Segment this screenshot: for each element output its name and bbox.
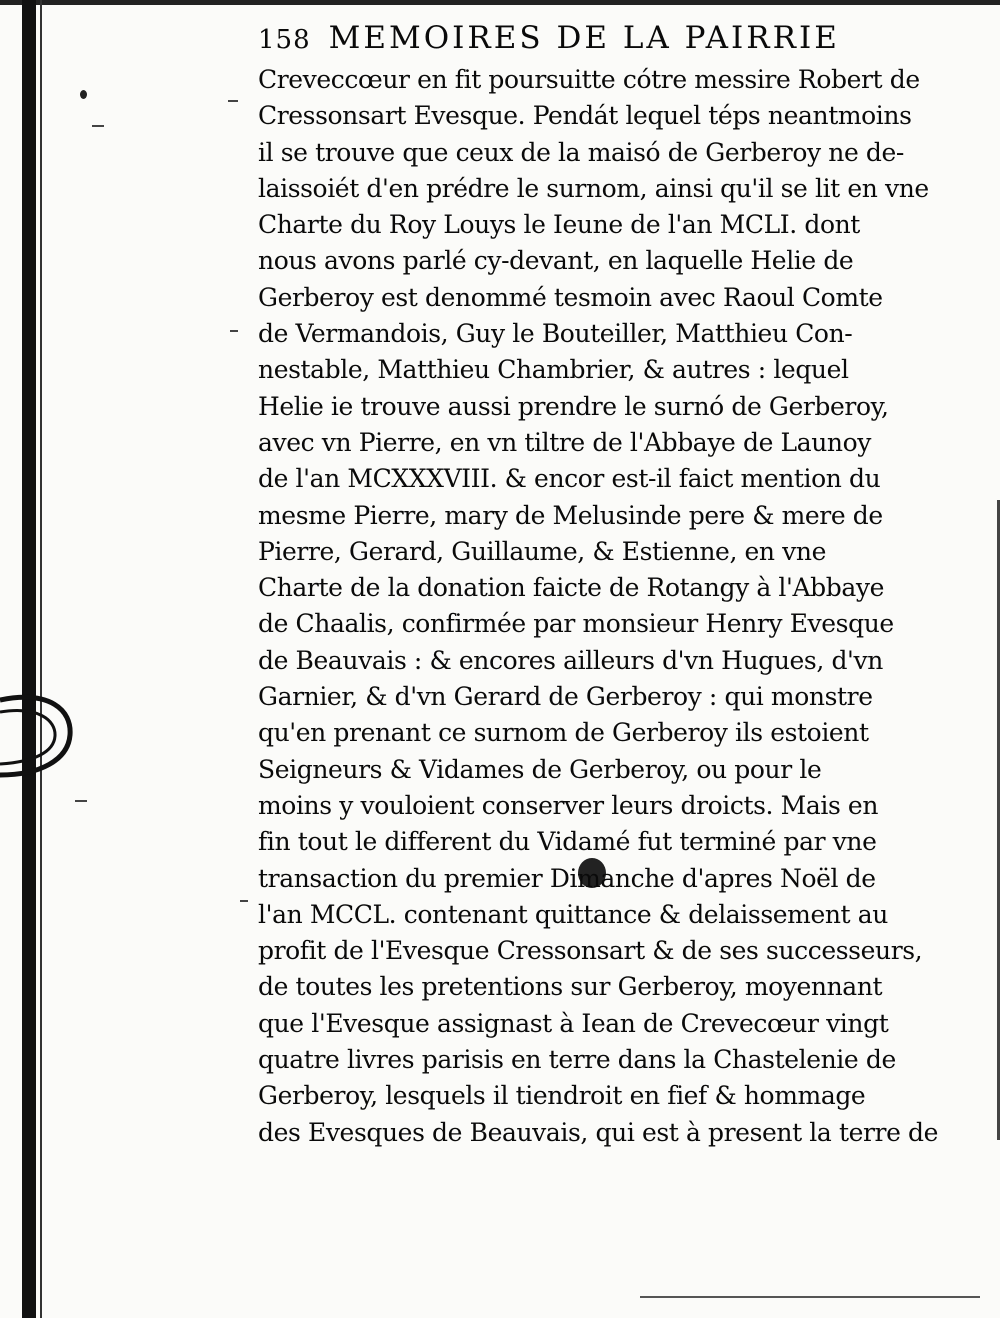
text-line: de Vermandois, Guy le Bouteiller, Matthieu Con- [258,319,853,349]
margin-mark [92,125,104,127]
margin-mark [240,900,248,902]
margin-mark [228,100,238,102]
text-line: mesme Pierre, mary de Melusinde pere & mere de [258,500,883,530]
text-line: que l'Evesque assignast à Iean de Crevecœur vingt [258,1008,889,1038]
text-line: quatre livres parisis en terre dans la Chastelenie de [258,1045,896,1075]
text-line: Pierre, Gerard, Guillaume, & Estienne, en vne [258,536,826,566]
text-line: Helie ie trouve aussi prendre le surnó de Gerberoy, [258,391,889,421]
text-line: de toutes les pretentions sur Gerberoy, moyennant [258,972,883,1002]
ink-speck [80,90,87,99]
text-line: de l'an MCXXXVIII. & encor est-il faict mention du [258,464,881,494]
margin-mark [75,800,87,802]
text-line: profit de l'Evesque Cressonsart & de ses successeurs, [258,936,923,966]
text-block [258,14,948,1151]
text-line: Garnier, & d'vn Gerard de Gerberoy : qui monstre [258,682,873,712]
text-line: Charte du Roy Louys le Ieune de l'an MCLI. dont [258,210,860,240]
running-title: MEMOIRES DE LA PAIRRIE [328,20,840,56]
text-line: des Evesques de Beauvais, qui est à present la terre de [258,1117,939,1147]
body-text [258,62,948,1151]
text-line: nestable, Matthieu Chambrier, & autres : lequel [258,355,849,385]
text-line: Creveccœur en fit poursuitte cótre messire Robert de [258,65,920,94]
page-header [258,14,948,62]
text-line: de Chaalis, confirmée par monsieur Henry Evesque [258,609,894,639]
text-line: Seigneurs & Vidames de Gerberoy, ou pour le [258,754,822,784]
text-line: transaction du premier Dimanche d'apres Noël de [258,863,876,893]
bottom-smudge [640,1296,980,1298]
text-line: nous avons parlé cy-devant, en laquelle Helie de [258,246,854,276]
text-line: Gerberoy est denommé tesmoin avec Raoul Comte [258,282,883,312]
text-line: l'an MCCL. contenant quittance & delaissement au [258,899,888,929]
top-page-edge [0,0,1000,5]
paper-clip-mark [0,680,80,790]
text-line: fin tout le different du Vidamé fut terminé par vne [258,827,877,857]
binding-edge [22,0,36,1318]
margin-mark [230,330,238,332]
text-line: Gerberoy, lesquels il tiendroit en fief & hommage [258,1081,866,1111]
text-line: Charte de la donation faicte de Rotangy à l'Abbaye [258,573,884,603]
text-line: de Beauvais : & encores ailleurs d'vn Hugues, d'vn [258,645,883,675]
page-number: 158 [258,25,311,55]
text-line: il se trouve que ceux de la maisó de Gerberoy ne de- [258,137,904,167]
text-line: laissoiét d'en prédre le surnom, ainsi qu'il se lit en vne [258,173,929,203]
text-line: qu'en prenant ce surnom de Gerberoy ils estoient [258,718,869,748]
text-line: avec vn Pierre, en vn tiltre de l'Abbaye de Launoy [258,427,872,457]
text-line: moins y vouloient conserver leurs droicts. Mais en [258,790,879,820]
binding-shadow [40,0,42,1318]
text-line: Cressonsart Evesque. Pendát lequel téps neantmoins [258,101,912,131]
